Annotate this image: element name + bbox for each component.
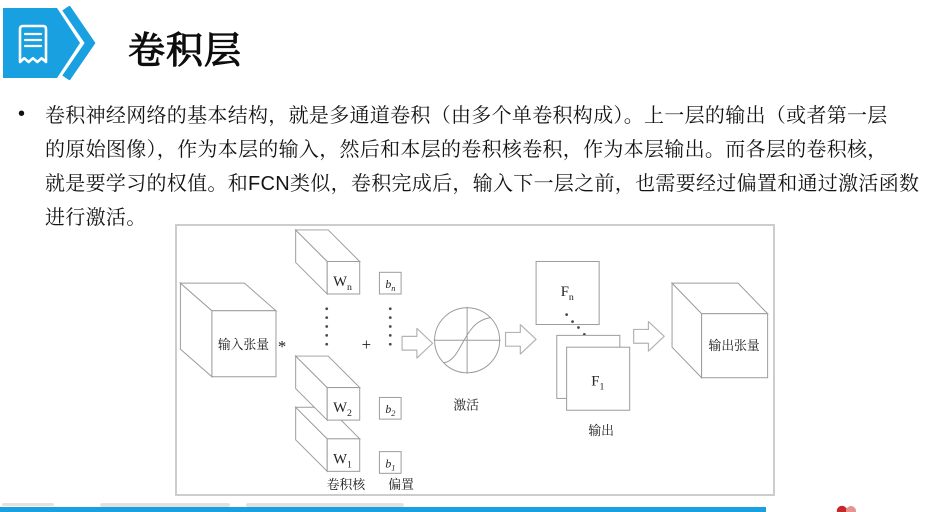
body-line: 进行激活。 — [45, 207, 147, 229]
arrow-right-icon — [402, 328, 433, 358]
bias-box-b1 — [379, 452, 401, 474]
bias-label: $b_2$ — [385, 402, 396, 419]
watermark-fragment — [2, 503, 54, 506]
bias-ellipsis — [389, 307, 392, 345]
body-line: 卷积神经网络的基本结构，就是多通道卷积（由多个单卷积构成）。上一层的输出（或者第一层 — [45, 105, 888, 127]
bullet-marker: • — [18, 103, 26, 125]
bias-box-bn — [379, 272, 401, 294]
output-tensor-label: 输出张量 — [708, 338, 760, 354]
activation-label: 激活 — [453, 397, 479, 413]
input-tensor-label: 输入张量 — [217, 337, 270, 353]
body-line: 的原始图像），作为本层的输入，然后和本层的卷积核卷积，作为本层输出。而各层的卷积核， — [45, 139, 888, 161]
kernel-ellipsis — [325, 307, 328, 345]
arrow-right-icon — [506, 325, 537, 355]
feature-map-label: $F_n$ — [560, 283, 574, 303]
header-banner — [0, 6, 104, 80]
feature-maps-label: 输出 — [588, 422, 614, 438]
biases-caption: 偏置 — [388, 477, 414, 493]
add-operator: + — [361, 335, 372, 355]
body-line: 就是要学习的权值。和FCN类似，卷积完成后，输入下一层之前，也需要经过偏置和通过激活函数 — [45, 173, 920, 195]
arrow-right-icon — [634, 322, 665, 352]
footer-bar — [0, 507, 766, 512]
paragraph-lines — [45, 99, 927, 235]
kernel-box-wn — [296, 230, 360, 294]
activation-function — [434, 307, 501, 374]
kernels-caption: 卷积核 — [326, 477, 366, 493]
page-title: 卷积层 — [128, 30, 242, 71]
output-tensor-cube — [672, 283, 768, 378]
convolve-operator: * — [277, 337, 287, 357]
kernel-label: $W_2$ — [333, 400, 352, 420]
convolution-diagram — [175, 224, 775, 496]
kernel-label: $W_1$ — [333, 451, 352, 471]
feature-map-label: $F_1$ — [591, 373, 605, 393]
bias-label: $b_n$ — [385, 277, 396, 294]
feature-map-f1 — [557, 335, 630, 410]
input-tensor-cube — [180, 283, 276, 377]
bias-label: $b_1$ — [385, 456, 396, 473]
body-paragraph — [18, 99, 927, 235]
bias-box-b2 — [379, 397, 401, 419]
kernel-label: $W_n$ — [333, 274, 352, 294]
footer-logo-icon — [836, 501, 862, 512]
